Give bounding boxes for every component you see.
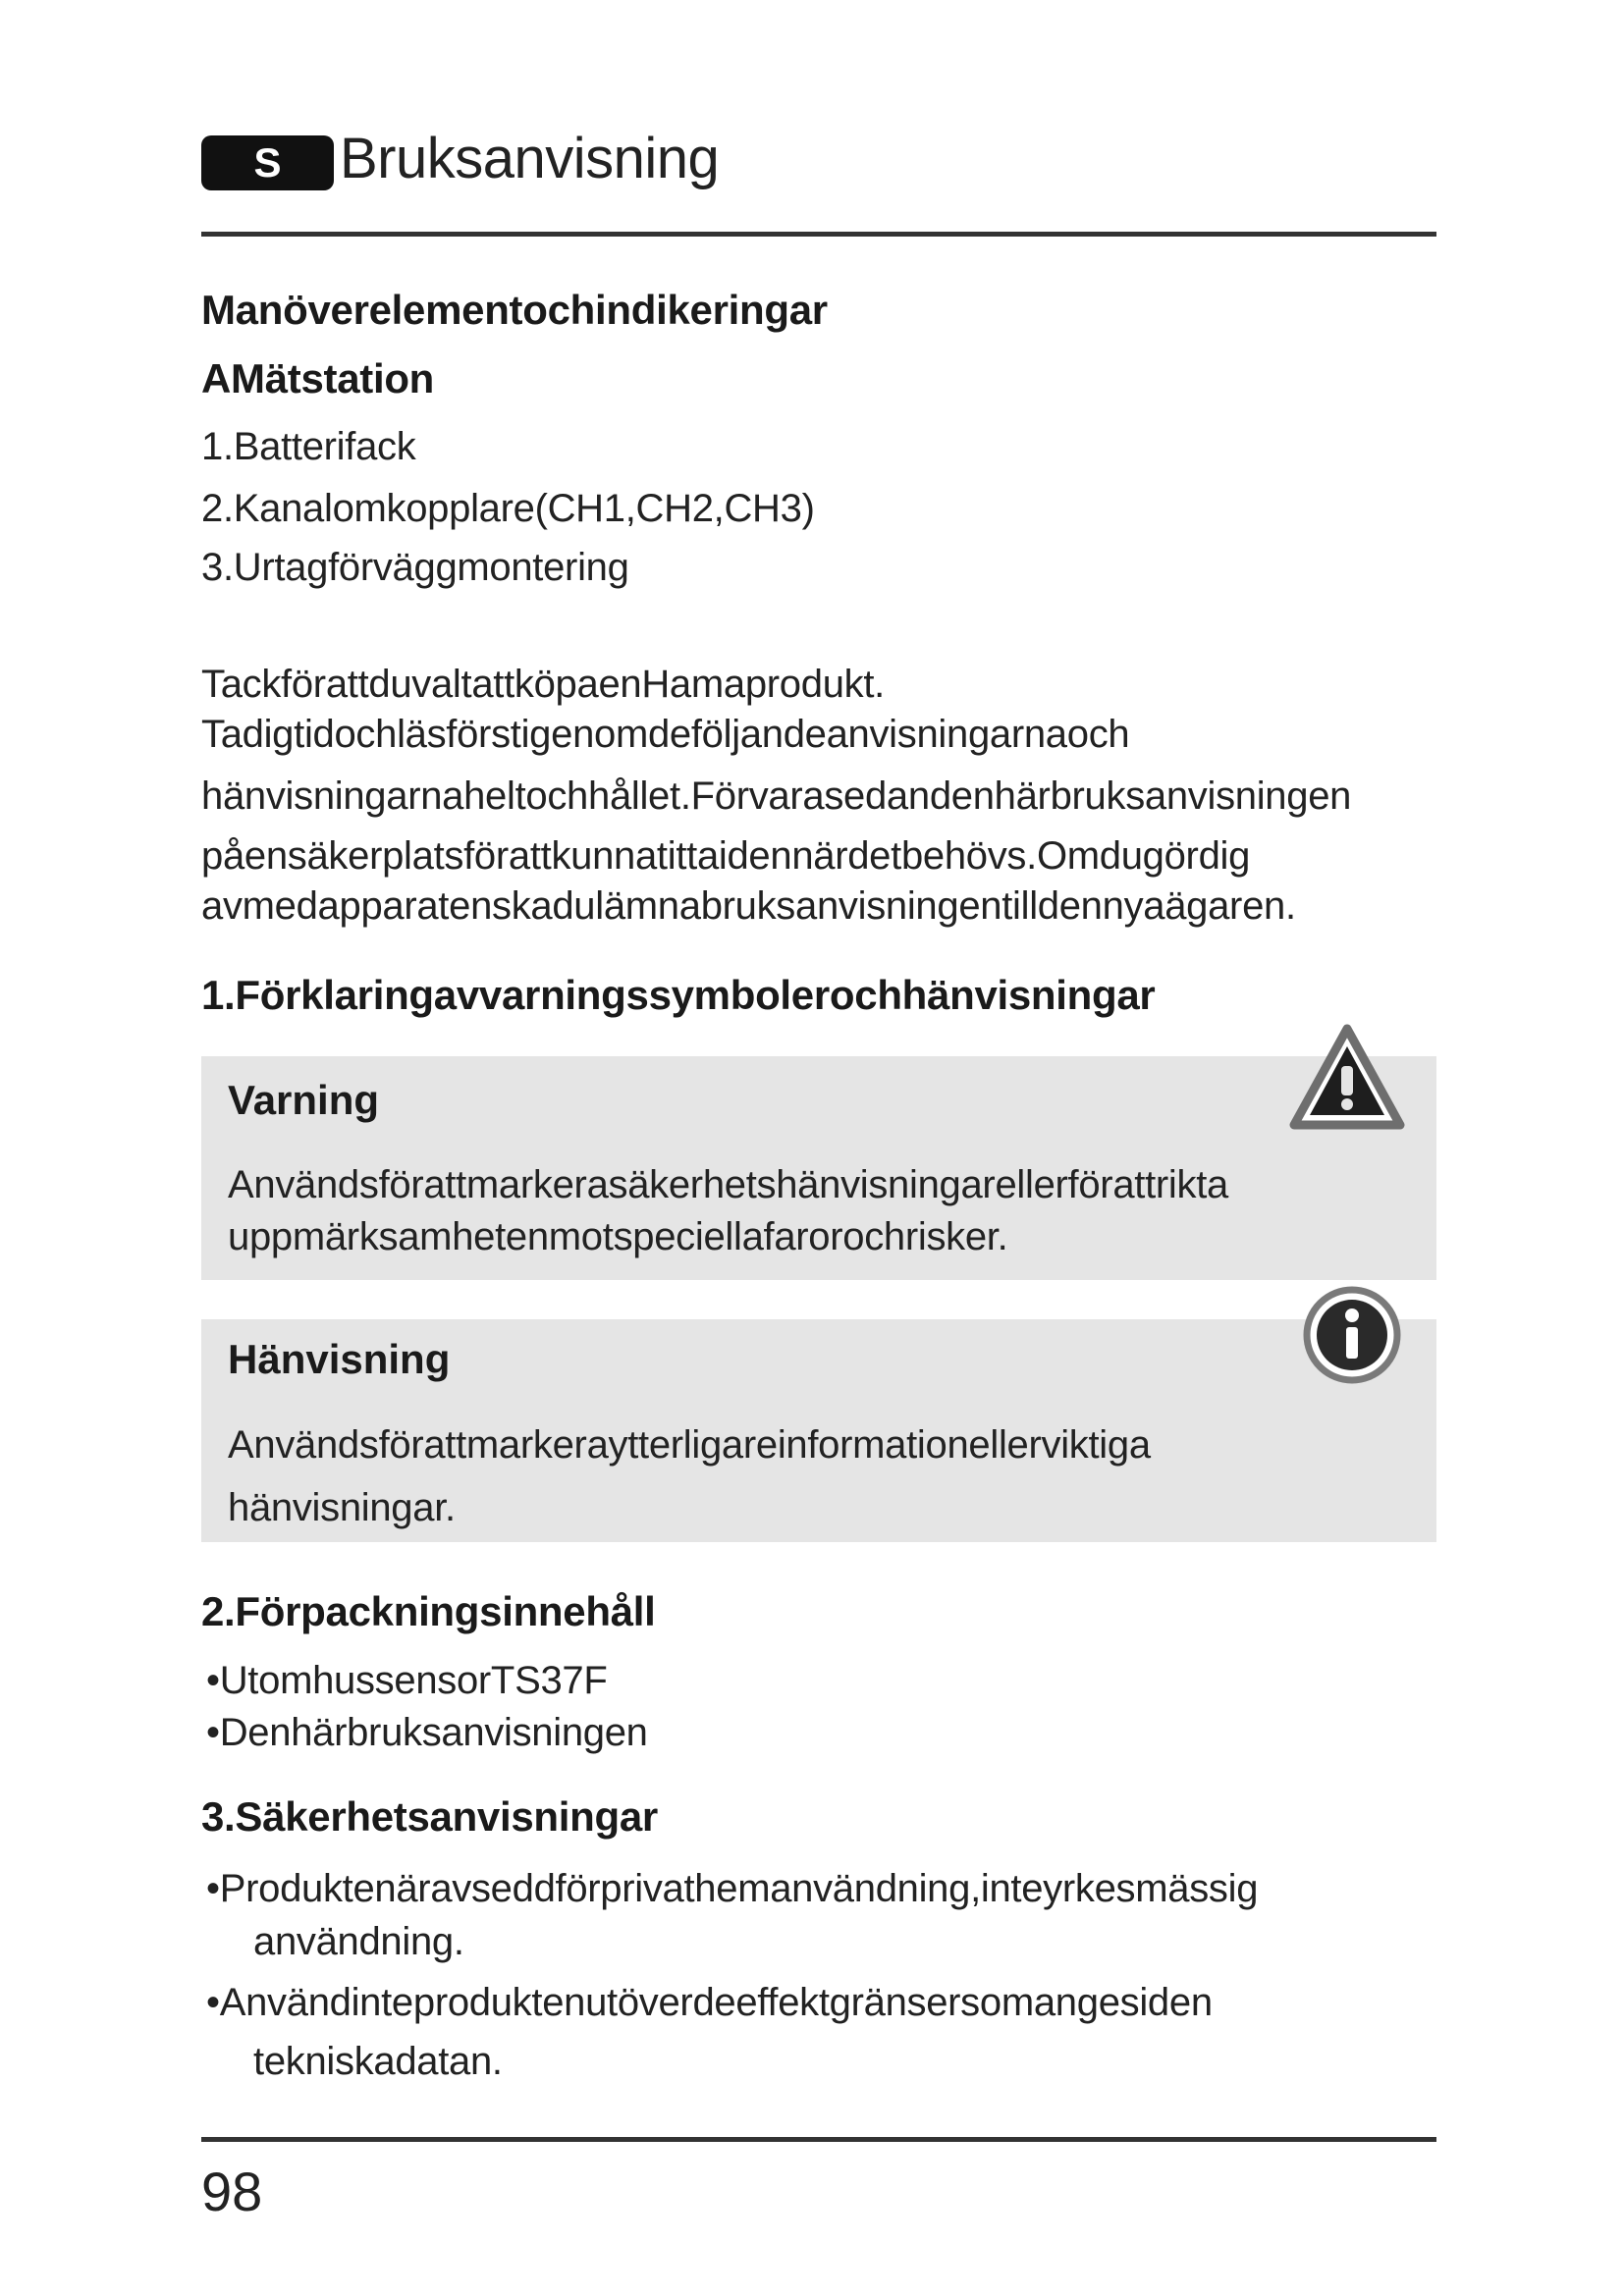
- warning-text-line: uppmärksamhetenmotspeciellafarorochrisker.: [228, 1215, 1008, 1258]
- section2-heading: 2.Förpackningsinnehåll: [201, 1588, 656, 1634]
- bullet: •: [206, 1981, 220, 2024]
- intro-line: avmedapparatenskadulämnabruksanvisningentilldennyaägaren.: [201, 884, 1296, 928]
- section3-heading: 3.Säkerhetsanvisningar: [201, 1793, 658, 1840]
- warning-title: Varning: [228, 1077, 380, 1123]
- list-item-text: Denhärbruksanvisningen: [219, 1711, 648, 1754]
- controls-item: 3.Urtagförväggmontering: [201, 546, 629, 589]
- intro-line: TackförattduvaltattköpaenHamaprodukt.: [201, 663, 885, 706]
- controls-subheading: AMätstation: [201, 355, 435, 401]
- controls-item: 1.Batterifack: [201, 425, 416, 468]
- note-text-line: Användsförattmarkeraytterligareinformationellerviktiga: [228, 1423, 1151, 1467]
- info-circle-icon: [1302, 1285, 1402, 1385]
- warning-text-line: Användsförattmarkerasäkerhetshänvisningarellerförattrikta: [228, 1163, 1228, 1206]
- list-item-text: UtomhussensorTS37F: [219, 1659, 608, 1702]
- list-item-text: Produktenäravseddförprivathemanvändning,inteyrkesmässig: [219, 1867, 1259, 1910]
- page-title: Bruksanvisning: [340, 127, 720, 190]
- intro-line: påensäkerplatsförattkunnatittaidennärdetbehövs.Omdugördig: [201, 834, 1251, 878]
- intro-line: Tadigtidochläsförstigenomdeföljandeanvisningarnaoch: [201, 713, 1130, 756]
- bullet: •: [206, 1659, 220, 1702]
- list-item-text: Användinteproduktenutöverdeeffektgränsersomangesiden: [219, 1981, 1213, 2024]
- list-item-continuation: tekniskadatan.: [253, 2040, 503, 2083]
- bullet: •: [206, 1711, 220, 1754]
- list-item: [206, 1661, 607, 1700]
- section1-heading: 1.Förklaringavvarningssymbolerochhänvisningar: [201, 972, 1156, 1018]
- note-title: Hänvisning: [228, 1336, 451, 1382]
- footer-divider: [201, 2137, 1436, 2142]
- list-item-continuation: användning.: [253, 1920, 464, 1963]
- bullet: •: [206, 1867, 220, 1910]
- intro-line: hänvisningarnaheltochhållet.Förvarasedandenhärbruksanvisningen: [201, 774, 1352, 818]
- header-divider: [201, 232, 1436, 237]
- list-item: [206, 1869, 1258, 1908]
- language-badge: S: [201, 135, 334, 190]
- controls-item: 2.Kanalomkopplare(CH1,CH2,CH3): [201, 487, 815, 530]
- list-item: [206, 1983, 1213, 2022]
- page-number: 98: [201, 2161, 263, 2222]
- controls-heading: Manöverelementochindikeringar: [201, 287, 828, 333]
- list-item: [206, 1713, 648, 1752]
- warning-triangle-icon: [1288, 1023, 1406, 1133]
- note-text-line: hänvisningar.: [228, 1486, 456, 1529]
